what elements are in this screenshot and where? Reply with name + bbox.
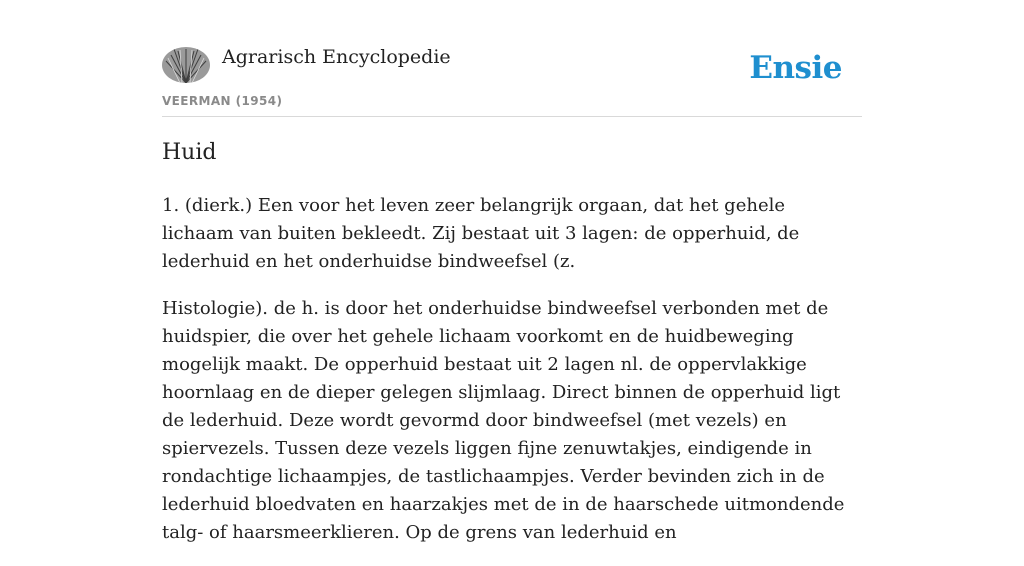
entry-header: [162, 40, 862, 117]
brand-logo[interactable]: Ensie: [749, 50, 842, 86]
entry-paragraph: 1. (dierk.) Een voor het leven zeer belangrijk orgaan, dat het gehele lichaam van buiten bekleedt. Zij bestaat uit 3 lagen: de opperhuid, de lederhuid en het onderhuidse bindweefsel (z.: [162, 195, 800, 272]
entry-paragraph: Histologie). de h. is door het onderhuidse bindweefsel verbonden met de huidspier, die over het gehele lichaam voorkomt en de huidbeweging mogelijk maakt. De opperhuid bestaat uit 2 lagen nl. de oppervlakkige hoornlaag en de dieper gelegen slijmlaag. Direct binnen de opperhuid ligt de lederhuid. Deze wordt gevormd door bindweefsel (met vezels) en spiervezels. Tussen deze vezels liggen fijne zenuwtakjes, eindigende in rondachtige lichaampjes, de tastlichaampjes. Verder bevinden zich in de lederhuid bloedvaten en haarzakjes met de in de haarschede uitmondende talg- of haarsmeerklieren. Op de grens van lederhuid en: [162, 298, 845, 543]
entry-body: [162, 192, 862, 566]
source-title[interactable]: Agrarisch Encyclopedie: [222, 46, 451, 68]
entry-title: Huid: [162, 140, 217, 165]
wheat-seal-icon[interactable]: [162, 47, 210, 83]
source-author[interactable]: VEERMAN (1954): [162, 94, 283, 108]
